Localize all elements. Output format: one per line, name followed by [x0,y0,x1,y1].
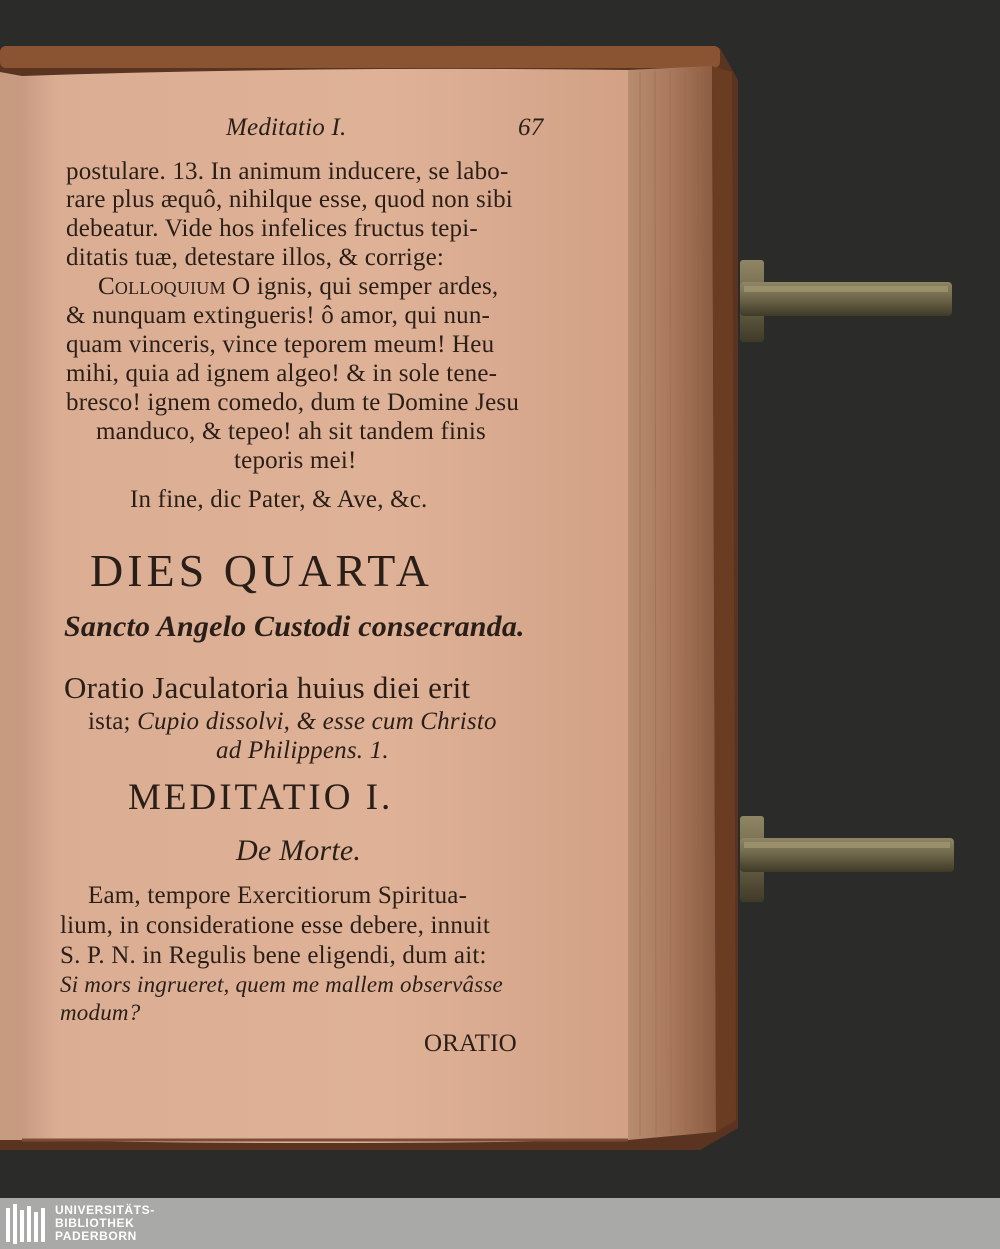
jaculatoria-quote-line [88,708,497,736]
jaculatoria-quote: Cupio dissolvi, & esse cum Christo [137,708,497,735]
text-line: teporis mei! [234,447,357,474]
text-line: & nunquam extingueris! ô amor, qui nun- [66,302,491,329]
text-line: rare plus æquô, nihilque esse, quod non sibi [66,186,513,213]
text-line: bresco! ignem comedo, dum te Domine Jesu [66,389,520,416]
text-line: manduco, & tepeo! ah sit tandem finis [96,418,486,445]
text-line: quam vinceris, vince teporem meum! Heu [66,331,495,358]
quote-line: Si mors ingrueret, quem me mallem observâsse [60,972,503,997]
catchword: ORATIO [424,1030,517,1057]
section-title: DIES QUARTA [90,545,433,596]
text-line: lium, in consideratione esse debere, innuit [60,912,491,939]
text-line: mihi, quia ad ignem algeo! & in sole tene- [66,360,498,387]
jaculatoria-ista: ista; [88,708,131,735]
text-line: S. P. N. in Regulis bene eligendi, dum ait: [60,942,487,969]
jaculatoria-line: Oratio Jaculatoria huius diei erit [64,670,471,705]
library-logo-icon [6,1202,46,1246]
text-line: ditatis tuæ, detestare illos, & corrige: [66,244,445,271]
section-subtitle: Sancto Angelo Custodi consecranda. [64,610,525,643]
meditatio-title: MEDITATIO I. [128,777,394,818]
jaculatoria-reference: ad Philippens. 1. [216,737,389,764]
colloquium-label: Colloquium [98,273,226,300]
quote-line: modum? [60,1000,141,1025]
text-line: Eam, tempore Exercitiorum Spiritua- [88,882,468,909]
library-footer-bar [0,1198,1000,1249]
library-logo-line: PADERBORN [55,1229,137,1243]
library-logo-line: BIBLIOTHEK [55,1216,135,1230]
colloquium-text: O ignis, qui semper ardes, [232,273,499,300]
in-fine-line: In fine, dic Pater, & Ave, &c. [130,486,428,513]
text-line: debeatur. Vide hos infelices fructus tepi- [66,215,478,242]
running-head: Meditatio I. [226,114,347,141]
text-line: postulare. 13. In animum inducere, se labo- [66,158,509,185]
page-number: 67 [518,114,544,141]
library-logo-line: UNIVERSITÄTS- [55,1203,155,1217]
meditatio-subtitle: De Morte. [236,834,362,867]
colloquium-line [98,273,498,301]
